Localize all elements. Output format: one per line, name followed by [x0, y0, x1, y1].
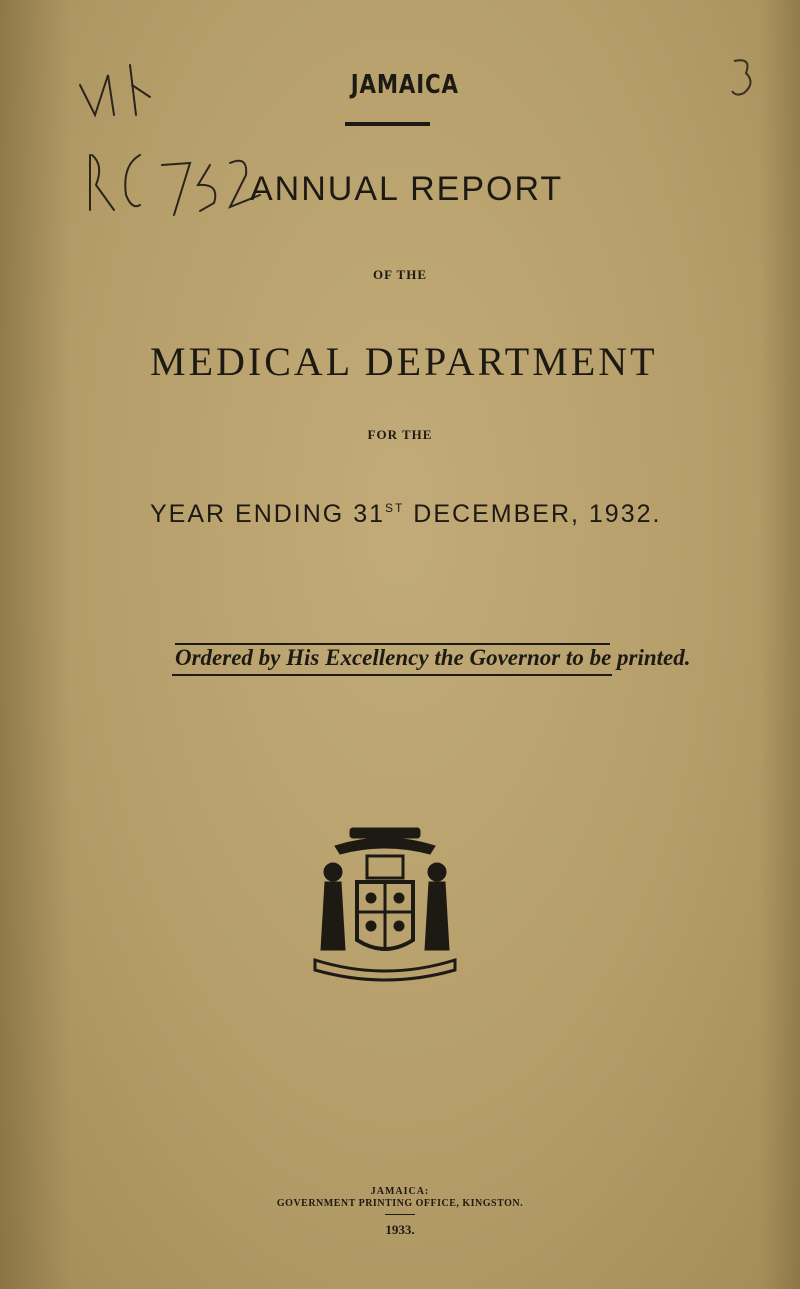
- handwritten-catalog-mark: [70, 55, 280, 230]
- of-the-label: OF THE: [372, 267, 428, 282]
- imprint-printer: GOVERNMENT PRINTING OFFICE, KINGSTON.: [276, 1198, 524, 1209]
- year-ending-text: YEAR ENDING 31: [150, 500, 386, 528]
- ordered-statement: Ordered by His Excellency the Governor to be printed.: [175, 645, 691, 670]
- imprint-year: 1933.: [385, 1222, 415, 1237]
- report-title: ANNUAL REPORT: [250, 170, 564, 208]
- imprint-rule: [385, 1214, 415, 1215]
- imprint-place: JAMAICA:: [370, 1186, 430, 1197]
- year-ending-line: [150, 500, 662, 529]
- for-the-label: FOR THE: [367, 427, 433, 442]
- paper-edge-left: [0, 0, 70, 1289]
- handwritten-corner-mark: [728, 55, 758, 100]
- jamaica-coat-of-arms-icon: [305, 820, 465, 990]
- paper-edge-right: [760, 0, 800, 1289]
- year-ending-superscript: ST: [385, 501, 405, 515]
- heading-rule: [345, 122, 430, 126]
- ordered-rule-bottom: [172, 674, 612, 676]
- department-title: MEDICAL DEPARTMENT: [150, 339, 658, 384]
- year-ending-date: DECEMBER, 1932.: [404, 500, 662, 528]
- country-heading: JAMAICA: [350, 70, 459, 100]
